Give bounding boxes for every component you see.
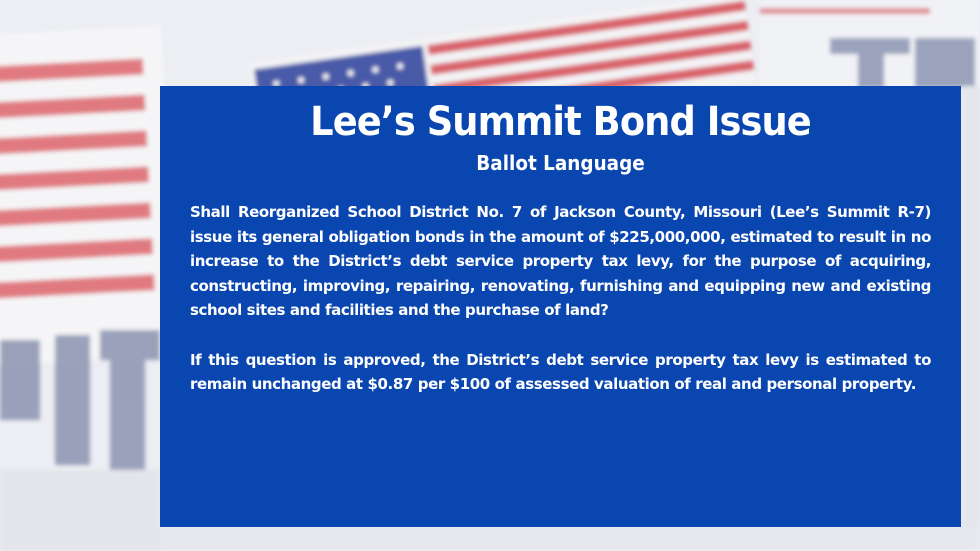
page-title: Lee’s Summit Bond Issue	[310, 99, 811, 145]
approval-effect-paragraph: If this question is approved, the District’s debt service property tax levy is estimated to remain unchanged at $0.87 per $100 of assessed valuation of real and personal property.	[190, 350, 931, 393]
ballot-language-panel	[160, 86, 961, 527]
ballot-question-paragraph: Shall Reorganized School District No. 7 of Jackson County, Missouri (Lee’s Summit R-7) issue its general obligation bonds in the amount of $225,000,000, estimated to result in no increase to the District’s debt service property tax levy, for the purpose of acquiring, constructing, improving, repairing, renovating, furnishing and equipping new and existing school sites and facilities and the purchase of land?	[190, 203, 931, 319]
page-subtitle: Ballot Language	[476, 151, 645, 175]
